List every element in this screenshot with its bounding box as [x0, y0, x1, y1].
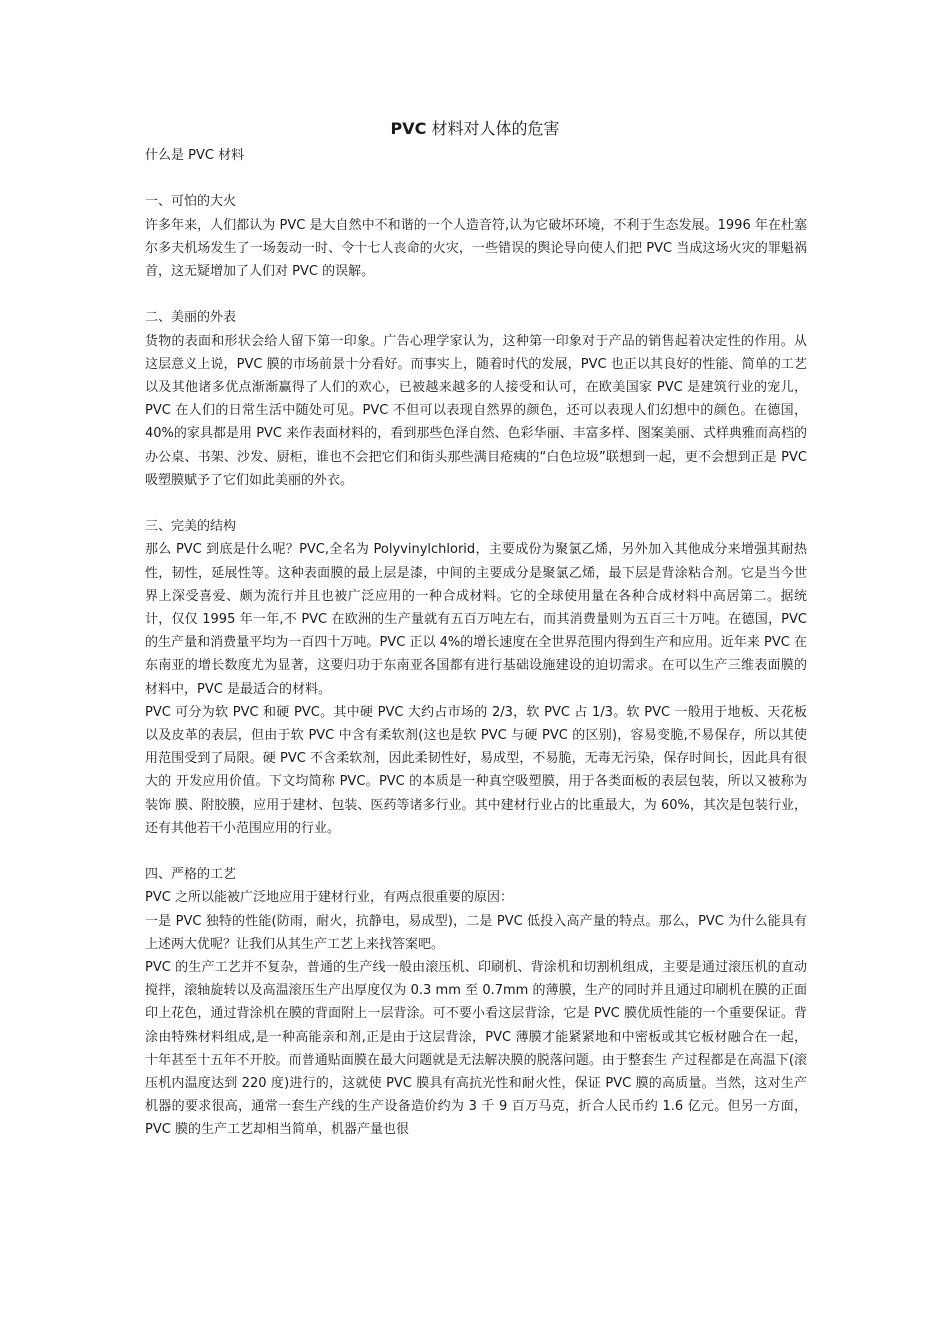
- title-rest: 材料对人体的危害: [426, 119, 560, 138]
- paragraph: PVC 的生产工艺并不复杂，普通的生产线一般由滚压机、印刷机、背涂机和切割机组成，主要是通过滚压机的直动搅拌，滚轴旋转以及高温滚压生产出厚度仅为 0.3 mm 至 0.7mm 的薄膜，生产的同时并且通过印刷机在膜的正面印上花色，通过背涂机在膜的背面附上一层背涂。可不要小看这层背涂，它是 PVC 膜优质性能的一个重要保证。背涂由特殊材料组成,是一种高能亲和剂,正是由于这层背涂，PVC 薄膜才能紧紧地和中密板或其它板材融合在一起，十年甚至十五年不开胶。而普通贴面膜在最大问题就是无法解决膜的脱落问题。由于整套生 产过程都是在高温下(滚压机内温度达到 220 度)进行的，这就使 PVC 膜具有高抗光性和耐火性，保证 PVC 膜的高质量。当然，这对生产机器的要求很高，通常一套生产线的生产设备造价约为 3 千 9 百万马克，折合人民币约 1.6 亿元。但另一方面，PVC 膜的生产工艺却相当简单，机器产量也很: [145, 960, 807, 1138]
- paragraph: PVC 可分为软 PVC 和硬 PVC。其中硬 PVC 大约占市场的 2/3，软 PVC 占 1/3。软 PVC 一般用于地板、天花板以及皮革的表层，但由于软 PVC 中含有柔软剂(这也是软 PVC 与硬 PVC 的区别)，容易变脆,不易保存，所以其使用范围受到了局限。硬 PVC 不含柔软剂，因此柔韧性好，易成型，不易脆，无毒无污染，保存时间长，因此具有很大的 开发应用价值。下文均简称 PVC。PVC 的本质是一种真空吸塑膜，用于各类面板的表层包装，所以又被称为装饰 膜、附胶膜，应用于建材、包装、医药等诸多行业。其中建材行业占的比重最大，为 60%，其次是包装行业，还有其他若干小范围应用的行业。: [145, 704, 807, 836]
- paragraph: 货物的表面和形状会给人留下第一印象。广告心理学家认为，这种第一印象对于产品的销售起着决定性的作用。从这层意义上说，PVC 膜的市场前景十分看好。而事实上，随着时代的发展，PVC 也正以其良好的性能、简单的工艺以及其他诸多优点渐渐赢得了人们的欢心，已被越来越多的人接受和认可，在欧美国家 PVC 是建筑行业的宠儿，PVC 在人们的日常生活中随处可见。PVC 不但可以表现自然界的颜色，还可以表现人们幻想中的颜色。在德国，40%的家具都是用 PVC 来作表面材料的，看到那些色泽自然、色彩华丽、丰富多样、图案美丽、式样典雅而高档的办公桌、书架、沙发、厨柜，谁也不会把它们和街头那些满目疮痍的“白色垃圾”联想到一起，更不会想到正是 PVC 吸塑膜赋予了它们如此美丽的外衣。: [145, 333, 807, 488]
- document-body: [145, 144, 807, 1142]
- section-heading: 二、美丽的外表: [145, 310, 237, 326]
- paragraph: PVC 之所以能被广泛地应用于建材行业，有两点很重要的原因：: [145, 890, 513, 906]
- subtitle: 什么是 PVC 材料: [145, 148, 245, 163]
- spacer: [145, 840, 807, 863]
- section-heading: 一、可怕的大火: [145, 194, 237, 210]
- spacer: [145, 167, 807, 190]
- paragraph: 一是 PVC 独特的性能(防雨，耐火，抗静电，易成型)，二是 PVC 低投入高产量的特点。那么，PVC 为什么能具有上述两大优呢？让我们从其生产工艺上来找答案吧。: [145, 913, 807, 952]
- document-title: [0, 118, 950, 140]
- spacer: [145, 283, 807, 306]
- section-heading: 三、完美的结构: [145, 519, 237, 535]
- paragraph: 许多年来，人们都认为 PVC 是大自然中不和谐的一个人造音符,认为它破坏环境，不利于生态发展。1996 年在杜塞尔多夫机场发生了一场轰动一时、令十七人丧命的火灾，一些错误的舆论导向使人们把 PVC 当成这场火灾的罪魁祸首，这无疑增加了人们对 PVC 的误解。: [145, 217, 807, 279]
- paragraph: 那么 PVC 到底是什么呢？PVC,全名为 Polyvinylchlorid，主要成份为聚氯乙烯，另外加入其他成分来增强其耐热性，韧性，延展性等。这种表面膜的最上层是漆，中间的主要成分是聚氯乙烯，最下层是背涂粘合剂。它是当今世界上深受喜爱、颇为流行并且也被广泛应用的一种合成材料。它的全球使用量在各种合成材料中高居第二。据统计，仅仅 1995 年一年,不 PVC 在欧洲的生产量就有五百万吨左右，而其消费量则为五百三十万吨。在德国，PVC 的生产量和消费量平均为一百四十万吨。PVC 正以 4%的增长速度在全世界范围内得到生产和应用。近年来 PVC 在东南亚的增长数度尤为显著，这要归功于东南亚各国都有进行基础设施建设的迫切需求。在可以生产三维表面膜的材料中，PVC 是最适合的材料。: [145, 542, 807, 697]
- section-heading: 四、严格的工艺: [145, 867, 237, 883]
- spacer: [145, 492, 807, 515]
- title-bold: PVC: [390, 119, 427, 138]
